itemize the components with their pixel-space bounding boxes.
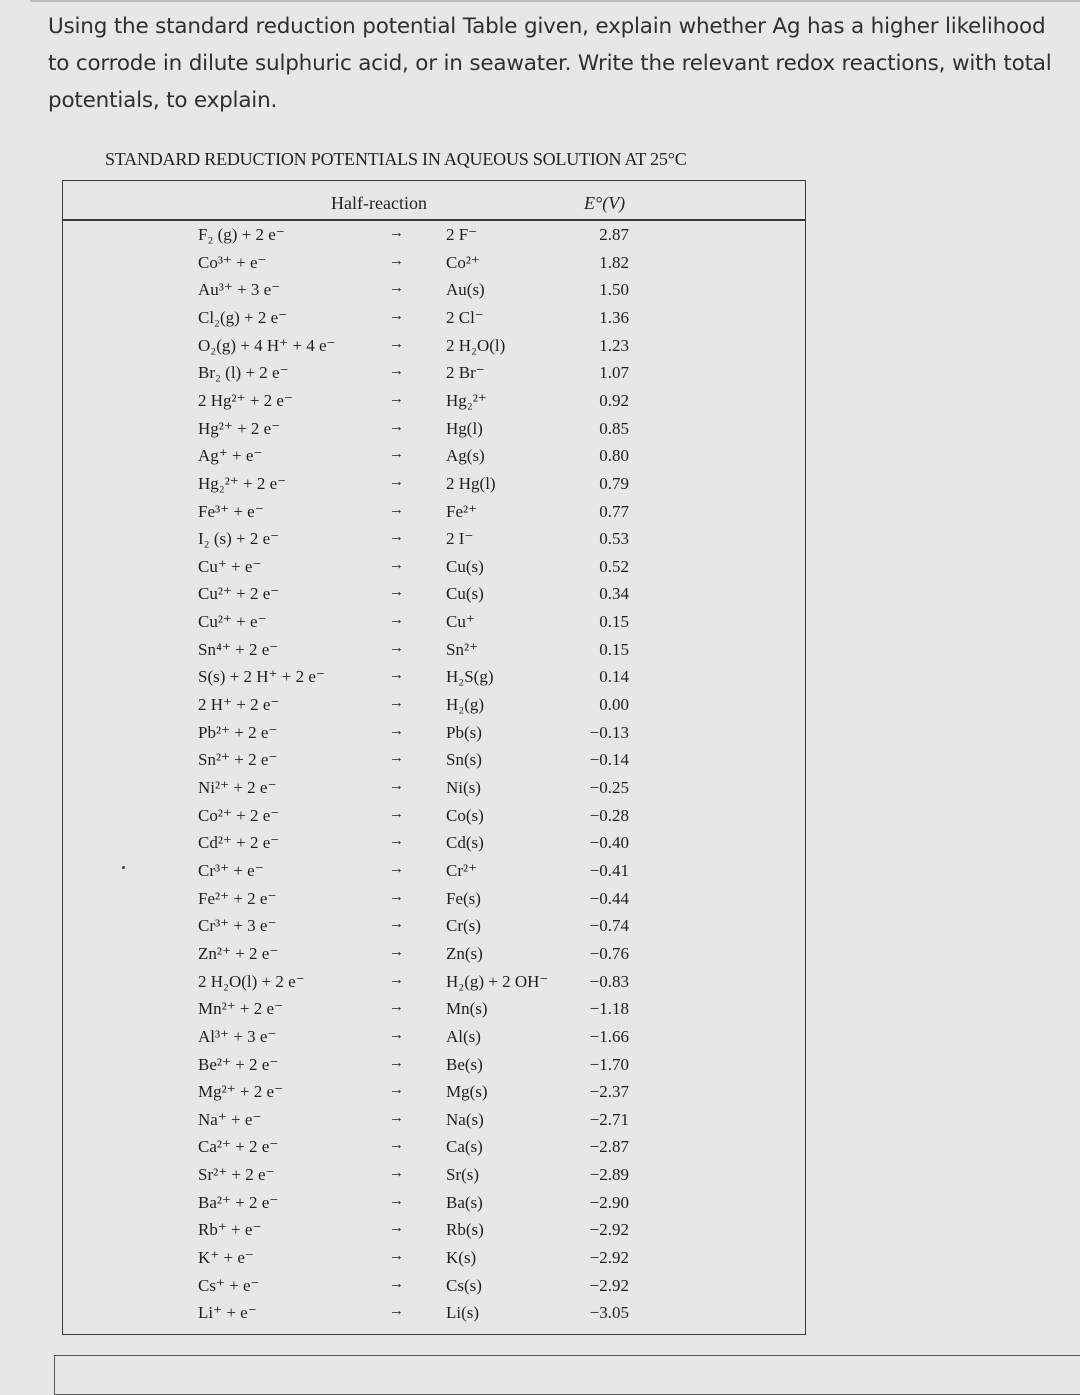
reaction-arrow-icon: → xyxy=(389,335,404,352)
reduced-species: Ni(s) xyxy=(446,778,481,797)
question-text: Using the standard reduction potential Table given, explain whether Ag has a higher likelihood to corrode in dilute sulphuric acid, or in seawater. Write the relevant redox reactions, with total potentials, to explain. xyxy=(48,14,1052,113)
standard-potential: 0.92 xyxy=(599,390,629,410)
reduced-species: Cu⁺ xyxy=(446,612,475,632)
reaction-arrow-icon: → xyxy=(389,612,404,629)
oxidized-species: Sn⁴⁺ + 2 e⁻ xyxy=(198,639,279,659)
oxidized-species: Cu⁺ + e⁻ xyxy=(198,556,262,576)
oxidized-species: Cl₂(g) + 2 e⁻ xyxy=(198,307,288,327)
table-row xyxy=(63,363,805,390)
standard-potential: 0.85 xyxy=(599,418,629,438)
reaction-arrow-icon: → xyxy=(389,750,404,767)
table-row xyxy=(63,640,805,667)
reaction-arrow-icon: → xyxy=(389,390,404,407)
reaction-arrow-icon: → xyxy=(389,1082,404,1099)
oxidized-species: Ni²⁺ + 2 e⁻ xyxy=(198,778,277,797)
standard-potential: −2.90 xyxy=(589,1192,629,1212)
reduced-species: Zn(s) xyxy=(446,943,483,963)
standard-potential: −2.92 xyxy=(589,1220,629,1240)
reduced-species: Na(s) xyxy=(446,1109,484,1129)
standard-potential: −0.44 xyxy=(589,888,629,908)
reaction-arrow-icon: → xyxy=(389,1109,404,1126)
reaction-arrow-icon: → xyxy=(389,446,404,463)
oxidized-species: Ca²⁺ + 2 e⁻ xyxy=(198,1137,279,1157)
answer-box[interactable] xyxy=(54,1355,1080,1395)
reaction-arrow-icon: → xyxy=(389,252,404,269)
reaction-arrow-icon: → xyxy=(389,584,404,601)
standard-potential: 0.52 xyxy=(599,556,629,576)
reduced-species: Co²⁺ xyxy=(446,252,480,272)
table-row xyxy=(63,833,805,860)
oxidized-species: Co²⁺ + 2 e⁻ xyxy=(198,805,280,825)
reaction-arrow-icon: → xyxy=(389,778,404,794)
standard-potential: −0.25 xyxy=(589,778,629,797)
reaction-arrow-icon: → xyxy=(389,695,404,712)
top-rule xyxy=(30,0,1080,2)
reaction-arrow-icon: → xyxy=(389,501,404,518)
reaction-arrow-icon: → xyxy=(389,473,404,490)
reaction-arrow-icon: → xyxy=(389,1054,404,1071)
standard-potential: −2.92 xyxy=(589,1275,629,1295)
oxidized-species: Al³⁺ + 3 e⁻ xyxy=(198,1026,277,1046)
reaction-arrow-icon: → xyxy=(389,667,404,684)
standard-potential: 1.50 xyxy=(599,280,629,300)
reduced-species: Fe(s) xyxy=(446,888,481,908)
table-row xyxy=(63,1303,805,1330)
reduced-species: 2 Cl⁻ xyxy=(446,307,484,327)
table-row xyxy=(63,612,805,639)
oxidized-species: 2 H₂O(l) + 2 e⁻ xyxy=(198,971,305,991)
reduced-species: 2 H₂O(l) xyxy=(446,335,506,355)
reaction-arrow-icon: → xyxy=(389,418,404,435)
standard-potential: 0.79 xyxy=(599,473,629,493)
reduced-species: Sn(s) xyxy=(446,750,482,770)
oxidized-species: Be²⁺ + 2 e⁻ xyxy=(198,1054,279,1074)
table-row xyxy=(63,253,805,280)
reduced-species: Rb(s) xyxy=(446,1220,484,1240)
reduced-species: Cd(s) xyxy=(446,833,484,853)
oxidized-species: Rb⁺ + e⁻ xyxy=(198,1220,262,1240)
reduced-species: K(s) xyxy=(446,1248,477,1268)
oxidized-species: Hg²⁺ + 2 e⁻ xyxy=(198,418,281,438)
oxidized-species: Fe²⁺ + 2 e⁻ xyxy=(198,888,277,908)
reduced-species: Cr²⁺ xyxy=(446,860,478,880)
reduction-potential-table xyxy=(62,180,806,1335)
standard-potential: 2.87 xyxy=(599,225,629,244)
oxidized-species: 2 H⁺ + 2 e⁻ xyxy=(198,695,280,715)
reduced-species: Au(s) xyxy=(446,280,485,300)
reduced-species: Mn(s) xyxy=(446,999,488,1019)
standard-potential: −1.70 xyxy=(589,1054,629,1074)
table-row xyxy=(63,750,805,777)
table-row xyxy=(63,1248,805,1275)
reaction-arrow-icon: → xyxy=(389,307,404,324)
standard-potential: −2.89 xyxy=(589,1165,629,1185)
oxidized-species: Cd²⁺ + 2 e⁻ xyxy=(198,833,280,853)
reduced-species: Al(s) xyxy=(446,1026,481,1046)
table-row xyxy=(63,916,805,943)
standard-potential: −0.41 xyxy=(589,860,629,880)
reaction-arrow-icon: → xyxy=(389,833,404,850)
reaction-arrow-icon: → xyxy=(389,860,404,877)
oxidized-species: Ag⁺ + e⁻ xyxy=(198,446,263,466)
reduced-species: Mg(s) xyxy=(446,1082,488,1102)
reaction-arrow-icon: → xyxy=(389,1303,404,1320)
standard-potential: −0.83 xyxy=(589,971,629,991)
table-row xyxy=(63,972,805,999)
standard-potential: 1.36 xyxy=(599,307,629,327)
table-row xyxy=(63,557,805,584)
oxidized-species: Cu²⁺ + 2 e⁻ xyxy=(198,584,280,604)
standard-potential: 1.82 xyxy=(599,252,629,272)
standard-potential: −0.74 xyxy=(589,916,629,936)
table-row xyxy=(63,999,805,1026)
reaction-arrow-icon: → xyxy=(389,971,404,988)
standard-potential: −2.92 xyxy=(589,1248,629,1268)
oxidized-species: O₂(g) + 4 H⁺ + 4 e⁻ xyxy=(198,335,336,355)
table-row xyxy=(63,1137,805,1164)
table-body xyxy=(63,181,805,1334)
table-row xyxy=(63,1193,805,1220)
standard-potential: −0.14 xyxy=(589,750,629,770)
table-row xyxy=(63,225,805,252)
table-row xyxy=(63,806,805,833)
reduced-species: Sr(s) xyxy=(446,1165,480,1185)
oxidized-species: Hg₂²⁺ + 2 e⁻ xyxy=(198,473,287,493)
oxidized-species: Li⁺ + e⁻ xyxy=(198,1303,257,1323)
reduced-species: H₂S(g) xyxy=(446,667,494,687)
oxidized-species: Cr³⁺ + e⁻ xyxy=(198,860,264,880)
oxidized-species: Au³⁺ + 3 e⁻ xyxy=(198,280,281,300)
reduced-species: Hg(l) xyxy=(446,418,483,438)
table-row xyxy=(63,474,805,501)
table-row xyxy=(63,723,805,750)
reaction-arrow-icon: → xyxy=(389,1192,404,1209)
reaction-arrow-icon: → xyxy=(389,225,404,241)
reaction-arrow-icon: → xyxy=(389,1248,404,1265)
standard-potential: −0.28 xyxy=(589,805,629,825)
table-row xyxy=(63,944,805,971)
reduced-species: 2 I⁻ xyxy=(446,529,474,549)
reduced-species: 2 Hg(l) xyxy=(446,473,496,493)
table-row xyxy=(63,861,805,888)
reduced-species: Ca(s) xyxy=(446,1137,483,1157)
header-half-reaction: Half-reaction xyxy=(331,193,427,213)
table-row xyxy=(63,667,805,694)
reaction-arrow-icon: → xyxy=(389,639,404,656)
table-row xyxy=(63,502,805,529)
reaction-arrow-icon: → xyxy=(389,363,404,380)
oxidized-species: Sr²⁺ + 2 e⁻ xyxy=(198,1165,275,1185)
standard-potential: −1.66 xyxy=(589,1026,629,1046)
reaction-arrow-icon: → xyxy=(389,943,404,960)
reduced-species: Pb(s) xyxy=(446,722,482,742)
table-row xyxy=(63,584,805,611)
reduced-species: Sn²⁺ xyxy=(446,639,479,659)
reaction-arrow-icon: → xyxy=(389,1165,404,1182)
header-potential: E°(V) xyxy=(584,193,626,213)
reaction-arrow-icon: → xyxy=(389,1026,404,1043)
oxidized-species: Cr³⁺ + 3 e⁻ xyxy=(198,916,277,936)
table-row xyxy=(63,419,805,446)
reduced-species: H₂(g) xyxy=(446,695,485,715)
standard-potential: −1.18 xyxy=(589,999,629,1019)
oxidized-species: Sn²⁺ + 2 e⁻ xyxy=(198,750,278,770)
oxidized-species: Br₂ (l) + 2 e⁻ xyxy=(198,363,289,383)
table-row xyxy=(63,391,805,418)
reduced-species: Be(s) xyxy=(446,1054,483,1074)
standard-potential: 0.53 xyxy=(599,529,629,549)
oxidized-species: 2 Hg²⁺ + 2 e⁻ xyxy=(198,390,293,410)
table-row xyxy=(63,1165,805,1192)
oxidized-species: F₂ (g) + 2 e⁻ xyxy=(198,225,285,244)
standard-potential: −0.13 xyxy=(589,722,629,742)
reaction-arrow-icon: → xyxy=(389,1275,404,1292)
standard-potential: −2.87 xyxy=(589,1137,629,1157)
oxidized-species: Zn²⁺ + 2 e⁻ xyxy=(198,943,279,963)
oxidized-species: Pb²⁺ + 2 e⁻ xyxy=(198,722,278,742)
table-row xyxy=(63,1110,805,1137)
oxidized-species: Cu²⁺ + e⁻ xyxy=(198,612,267,632)
stray-mark xyxy=(122,866,125,869)
reduced-species: Cu(s) xyxy=(446,556,484,576)
oxidized-species: I₂ (s) + 2 e⁻ xyxy=(198,529,280,549)
oxidized-species: Cs⁺ + e⁻ xyxy=(198,1275,260,1295)
standard-potential: −2.71 xyxy=(589,1109,629,1129)
reaction-arrow-icon: → xyxy=(389,999,404,1016)
table-row xyxy=(63,446,805,473)
standard-potential: 0.14 xyxy=(599,667,629,687)
standard-potential: 0.34 xyxy=(599,584,629,604)
standard-potential: −0.40 xyxy=(589,833,629,853)
standard-potential: 0.15 xyxy=(599,612,629,632)
standard-potential: 1.07 xyxy=(599,363,629,383)
reduced-species: Cu(s) xyxy=(446,584,484,604)
oxidized-species: K⁺ + e⁻ xyxy=(198,1248,254,1268)
standard-potential: 0.15 xyxy=(599,639,629,659)
reaction-arrow-icon: → xyxy=(389,888,404,905)
oxidized-species: Mg²⁺ + 2 e⁻ xyxy=(198,1082,284,1102)
oxidized-species: Co³⁺ + e⁻ xyxy=(198,252,267,272)
standard-potential: 0.00 xyxy=(599,695,629,715)
table-row xyxy=(63,336,805,363)
reduced-species: H₂(g) + 2 OH⁻ xyxy=(446,971,549,991)
table-row xyxy=(63,889,805,916)
reaction-arrow-icon: → xyxy=(389,556,404,573)
reaction-arrow-icon: → xyxy=(389,280,404,297)
standard-potential: 1.23 xyxy=(599,335,629,355)
table-title: STANDARD REDUCTION POTENTIALS IN AQUEOUS SOLUTION AT 25°C xyxy=(105,149,687,169)
standard-potential: 0.77 xyxy=(599,501,629,521)
reaction-arrow-icon: → xyxy=(389,916,404,933)
reduced-species: Co(s) xyxy=(446,805,484,825)
table-row xyxy=(63,1055,805,1082)
oxidized-species: Mn²⁺ + 2 e⁻ xyxy=(198,999,284,1019)
reaction-arrow-icon: → xyxy=(389,722,404,739)
reduced-species: Li(s) xyxy=(446,1303,480,1323)
reduced-species: Cs(s) xyxy=(446,1275,482,1295)
standard-potential: −2.37 xyxy=(589,1082,629,1102)
standard-potential: 0.80 xyxy=(599,446,629,466)
table-row xyxy=(63,1276,805,1303)
reduced-species: Fe²⁺ xyxy=(446,501,478,521)
reduced-species: 2 F⁻ xyxy=(446,225,478,244)
oxidized-species: Fe³⁺ + e⁻ xyxy=(198,501,264,521)
oxidized-species: Na⁺ + e⁻ xyxy=(198,1109,262,1129)
oxidized-species: Ba²⁺ + 2 e⁻ xyxy=(198,1192,279,1212)
table-row xyxy=(63,778,805,805)
oxidized-species: S(s) + 2 H⁺ + 2 e⁻ xyxy=(198,667,325,687)
reduced-species: Ag(s) xyxy=(446,446,485,466)
table-row xyxy=(63,529,805,556)
reaction-arrow-icon: → xyxy=(389,1137,404,1154)
standard-potential: −3.05 xyxy=(589,1303,629,1323)
table-row xyxy=(63,308,805,335)
table-row xyxy=(63,280,805,307)
table-row xyxy=(63,695,805,722)
table-row xyxy=(63,1082,805,1109)
table-row xyxy=(63,1220,805,1247)
standard-potential: −0.76 xyxy=(589,943,629,963)
reduced-species: Hg₂²⁺ xyxy=(446,390,487,410)
reaction-arrow-icon: → xyxy=(389,1220,404,1237)
reduced-species: Ba(s) xyxy=(446,1192,483,1212)
reaction-arrow-icon: → xyxy=(389,805,404,822)
reduced-species: 2 Br⁻ xyxy=(446,363,485,383)
reduced-species: Cr(s) xyxy=(446,916,481,936)
table-row xyxy=(63,1027,805,1054)
reaction-arrow-icon: → xyxy=(389,529,404,546)
